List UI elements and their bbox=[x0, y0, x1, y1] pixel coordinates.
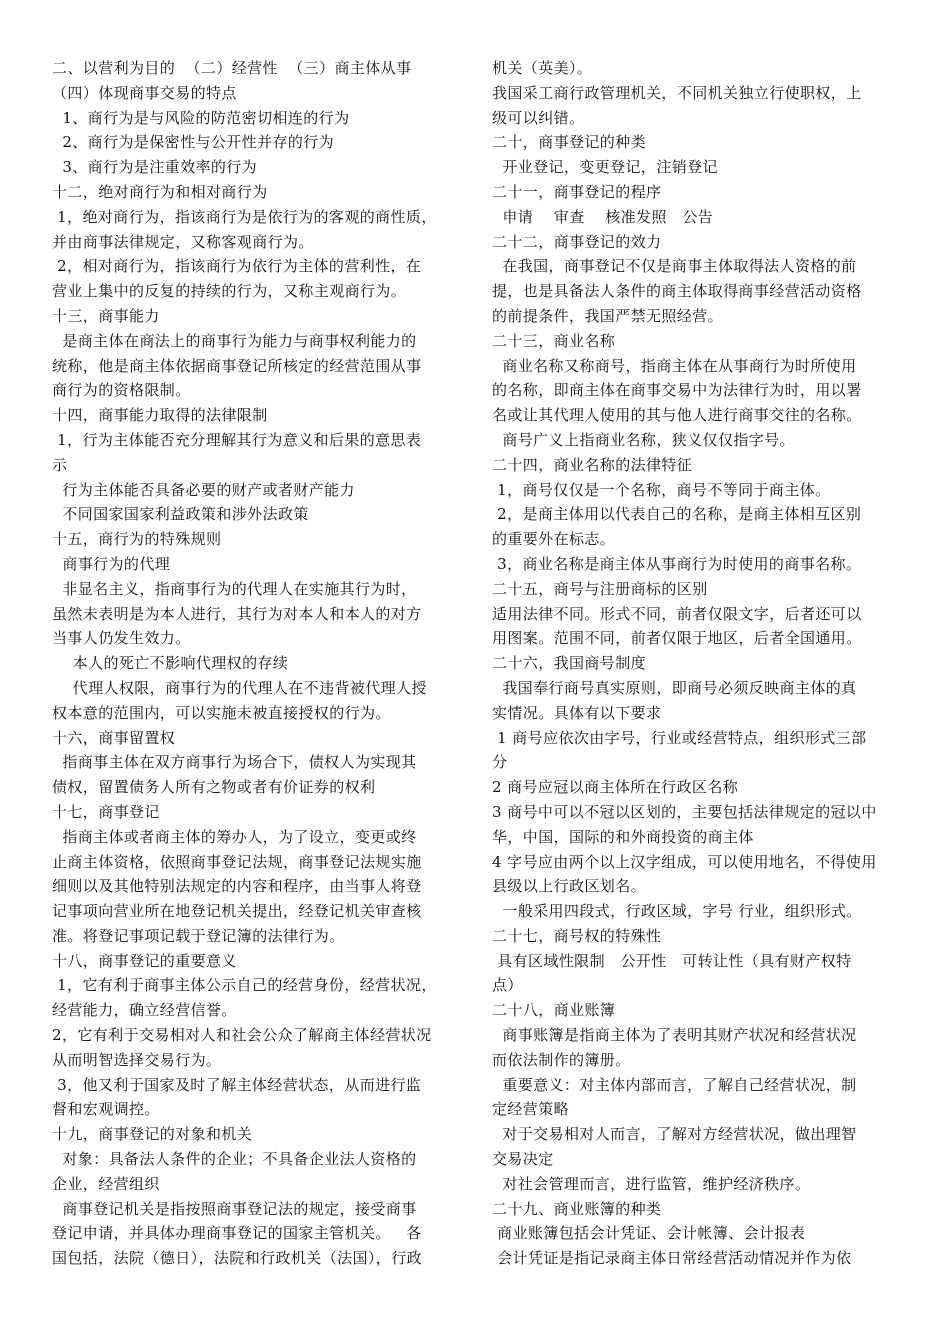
text-line: 当事人仍发生效力。 bbox=[52, 629, 191, 648]
text-line: 虽然未表明是为本人进行，其行为对本人和本人的对方 bbox=[52, 604, 422, 623]
text-line: 指商事主体在双方商事行为场合下，债权人为实现其 bbox=[52, 753, 417, 772]
text-line: 级可以纠错。 bbox=[492, 108, 585, 127]
text-line: 4 字号应由两个以上汉字组成，可以使用地名，不得使用 bbox=[492, 852, 877, 871]
text-line: 名或让其代理人使用的其与他人进行商事交往的名称。 bbox=[492, 406, 862, 425]
text-line: 适用法律不同。形式不同，前者仅限文字，后者还可以 bbox=[492, 604, 862, 623]
text-line: 一般采用四段式，行政区域，字号 行业，组织形式。 bbox=[492, 902, 862, 921]
text-line: 分 bbox=[492, 753, 508, 772]
text-line: 商事登记机关是指按照商事登记法的规定，接受商事 bbox=[52, 1199, 417, 1218]
text-line: 二、以营利为目的 （二）经营性 （三）商主体从事 bbox=[52, 59, 412, 77]
text-line: 二十二，商事登记的效力 bbox=[492, 232, 662, 251]
text-line: 而依法制作的簿册。 bbox=[492, 1050, 631, 1069]
text-line: 十四，商事能力取得的法律限制 bbox=[52, 406, 268, 425]
text-line: 商行为的资格限制。 bbox=[52, 381, 191, 400]
text-line: 具有区域性限制 公开性 可转让性（具有财产权特 bbox=[492, 951, 852, 970]
text-line: 行为主体能否具备必要的财产或者财产能力 bbox=[52, 480, 355, 499]
text-line: 商事账簿是指商主体为了表明其财产状况和经营状况 bbox=[492, 1026, 857, 1045]
text-line: 1、商行为是与风险的防范密切相连的行为 bbox=[52, 108, 350, 127]
text-line: 华，中国，国际的和外商投资的商主体 bbox=[492, 827, 754, 846]
text-line: 十九，商事登记的对象和机关 bbox=[52, 1125, 253, 1144]
text-line: 的名称，即商主体在商事交易中为法律行为时，用以署 bbox=[492, 381, 862, 400]
text-line: 十五，商行为的特殊规则 bbox=[52, 530, 222, 549]
text-line: 十八，商事登记的重要意义 bbox=[52, 951, 237, 970]
text-line: 1，商号仅仅是一个名称，商号不等同于商主体。 bbox=[492, 480, 831, 499]
text-line: 重要意义：对主体内部而言，了解自己经营状况，制 bbox=[492, 1075, 857, 1094]
text-line: 2、商行为是保密性与公开性并存的行为 bbox=[52, 133, 335, 152]
text-line: 的前提条件，我国严禁无照经营。 bbox=[492, 306, 724, 325]
text-line: 止商主体资格，依照商事登记法规，商事登记法规实施 bbox=[52, 852, 422, 871]
text-line: 代理人权限，商事行为的代理人在不违背被代理人授 bbox=[52, 678, 427, 697]
text-line: 二十八，商业账簿 bbox=[492, 1001, 616, 1020]
text-line: 指商主体或者商主体的筹办人，为了设立，变更或终 bbox=[52, 827, 417, 846]
text-line: 登记申请，并具体办理商事登记的国家主管机关。 各 bbox=[52, 1224, 422, 1243]
text-line: 2，相对商行为，指该商行为依行为主体的营利性，在 bbox=[52, 257, 422, 276]
text-line: 十六，商事留置权 bbox=[52, 728, 176, 747]
text-line: 2，它有利于交易相对人和社会公众了解商主体经营状况 bbox=[52, 1026, 432, 1045]
text-line: 2，是商主体用以代表自己的名称，是商主体相互区别 bbox=[492, 505, 862, 524]
text-line: 商业账簿包括会计凭证、会计帐簿、会计报表 bbox=[492, 1224, 806, 1243]
text-line: 商事行为的代理 bbox=[52, 554, 171, 573]
right-text-column bbox=[492, 56, 904, 1271]
text-line: 二十九、商业账簿的种类 bbox=[492, 1199, 662, 1218]
text-line: 十三，商事能力 bbox=[52, 306, 160, 325]
text-line: 二十五，商号与注册商标的区别 bbox=[492, 579, 708, 598]
text-line: 我国采工商行政管理机关，不同机关独立行使职权，上 bbox=[492, 83, 862, 102]
text-line: 二十，商事登记的种类 bbox=[492, 133, 647, 152]
text-line: 从而明智选择交易行为。 bbox=[52, 1050, 222, 1069]
text-line: 1，绝对商行为，指该商行为是依行为的客观的商性质， bbox=[52, 207, 437, 226]
text-line: 3、商行为是注重效率的行为 bbox=[52, 158, 258, 177]
text-line: 1 商号应依次由字号，行业或经营特点，组织形式三部 bbox=[492, 728, 867, 747]
text-line: 对社会管理而言，进行监管，维护经济秩序。 bbox=[492, 1174, 811, 1193]
text-line: 开业登记，变更登记，注销登记 bbox=[492, 158, 718, 177]
text-line: 在我国，商事登记不仅是商事主体取得法人资格的前 bbox=[492, 257, 857, 276]
text-line: 经营能力，确立经营信誉。 bbox=[52, 1001, 237, 1020]
text-line: 3，商业名称是商主体从事商行为时使用的商事名称。 bbox=[492, 554, 862, 573]
text-line: 商号广义上指商业名称，狭义仅仅指字号。 bbox=[492, 430, 795, 449]
text-line: 二十四，商业名称的法律特征 bbox=[492, 455, 693, 474]
text-line: 交易决定 bbox=[492, 1150, 554, 1169]
text-line: 提，也是具备法人条件的商主体取得商事经营活动资格 bbox=[492, 282, 862, 301]
text-line: 对于交易相对人而言，了解对方经营状况，做出理智 bbox=[492, 1125, 857, 1144]
text-line: 不同国家国家利益政策和涉外法政策 bbox=[52, 505, 309, 524]
text-line: 会计凭证是指记录商主体日常经营活动情况并作为依 bbox=[492, 1249, 852, 1268]
text-line: 准。将登记事项记载于登记簿的法律行为。 bbox=[52, 926, 345, 945]
text-line: 申请 审查 核准发照 公告 bbox=[492, 207, 714, 226]
text-line: 权本意的范围内，可以实施未被直接授权的行为。 bbox=[52, 703, 391, 722]
text-line: 记事项向营业所在地登记机关提出，经登记机关审查核 bbox=[52, 902, 422, 921]
text-line: 我国奉行商号真实原则，即商号必须反映商主体的真 bbox=[492, 678, 857, 697]
text-line: 机关（英美）。 bbox=[492, 59, 593, 77]
text-line: 县级以上行政区划名。 bbox=[492, 877, 647, 896]
text-line: 的重要外在标志。 bbox=[492, 530, 616, 549]
text-line: 对象：具备法人条件的企业；不具备企业法人资格的 bbox=[52, 1150, 417, 1169]
text-line: 3，他又利于国家及时了解主体经营状态，从而进行监 bbox=[52, 1075, 422, 1094]
text-line: 1，它有利于商事主体公示自己的经营身份，经营状况， bbox=[52, 976, 437, 995]
text-line: 二十一，商事登记的程序 bbox=[492, 182, 662, 201]
text-line: 督和宏观调控。 bbox=[52, 1100, 160, 1119]
text-line: 用图案。范围不同，前者仅限于地区，后者全国通用。 bbox=[492, 629, 862, 648]
text-line: 企业，经营组织 bbox=[52, 1174, 160, 1193]
left-text-column bbox=[52, 56, 462, 1271]
text-line: 十七，商事登记 bbox=[52, 802, 160, 821]
text-line: （四）体现商事交易的特点 bbox=[52, 83, 237, 102]
text-line: 2 商号应冠以商主体所在行政区名称 bbox=[492, 778, 739, 797]
text-line: 示 bbox=[52, 455, 68, 474]
text-line: 二十六，我国商号制度 bbox=[492, 654, 647, 673]
text-line: 债权，留置债务人所有之物或者有价证券的权利 bbox=[52, 778, 376, 797]
text-line: 并由商事法律规定，又称客观商行为。 bbox=[52, 232, 314, 251]
text-line: 3 商号中可以不冠以区划的，主要包括法律规定的冠以中 bbox=[492, 802, 877, 821]
text-line: 二十七，商号权的特殊性 bbox=[492, 926, 662, 945]
text-line: 商业名称又称商号，指商主体在从事商行为时所使用 bbox=[492, 356, 857, 375]
text-line: 实情况。具体有以下要求 bbox=[492, 703, 662, 722]
text-line: 非显名主义，指商事行为的代理人在实施其行为时， bbox=[52, 579, 417, 598]
text-line: 统称，他是商主体依据商事登记所核定的经营范围从事 bbox=[52, 356, 422, 375]
text-line: 营业上集中的反复的持续的行为，又称主观商行为。 bbox=[52, 282, 407, 301]
text-line: 是商主体在商法上的商事行为能力与商事权利能力的 bbox=[52, 331, 417, 350]
text-line: 定经营策略 bbox=[492, 1100, 570, 1119]
text-line: 二十三，商业名称 bbox=[492, 331, 616, 350]
text-line: 国包括，法院（德日），法院和行政机关（法国），行政 bbox=[52, 1249, 423, 1268]
text-line: 点） bbox=[492, 976, 523, 995]
text-line: 1，行为主体能否充分理解其行为意义和后果的意思表 bbox=[52, 430, 422, 449]
text-line: 十二，绝对商行为和相对商行为 bbox=[52, 182, 268, 201]
text-line: 细则以及其他特别法规定的内容和程序，由当事人将登 bbox=[52, 877, 422, 896]
text-line: 本人的死亡不影响代理权的存续 bbox=[52, 654, 289, 673]
